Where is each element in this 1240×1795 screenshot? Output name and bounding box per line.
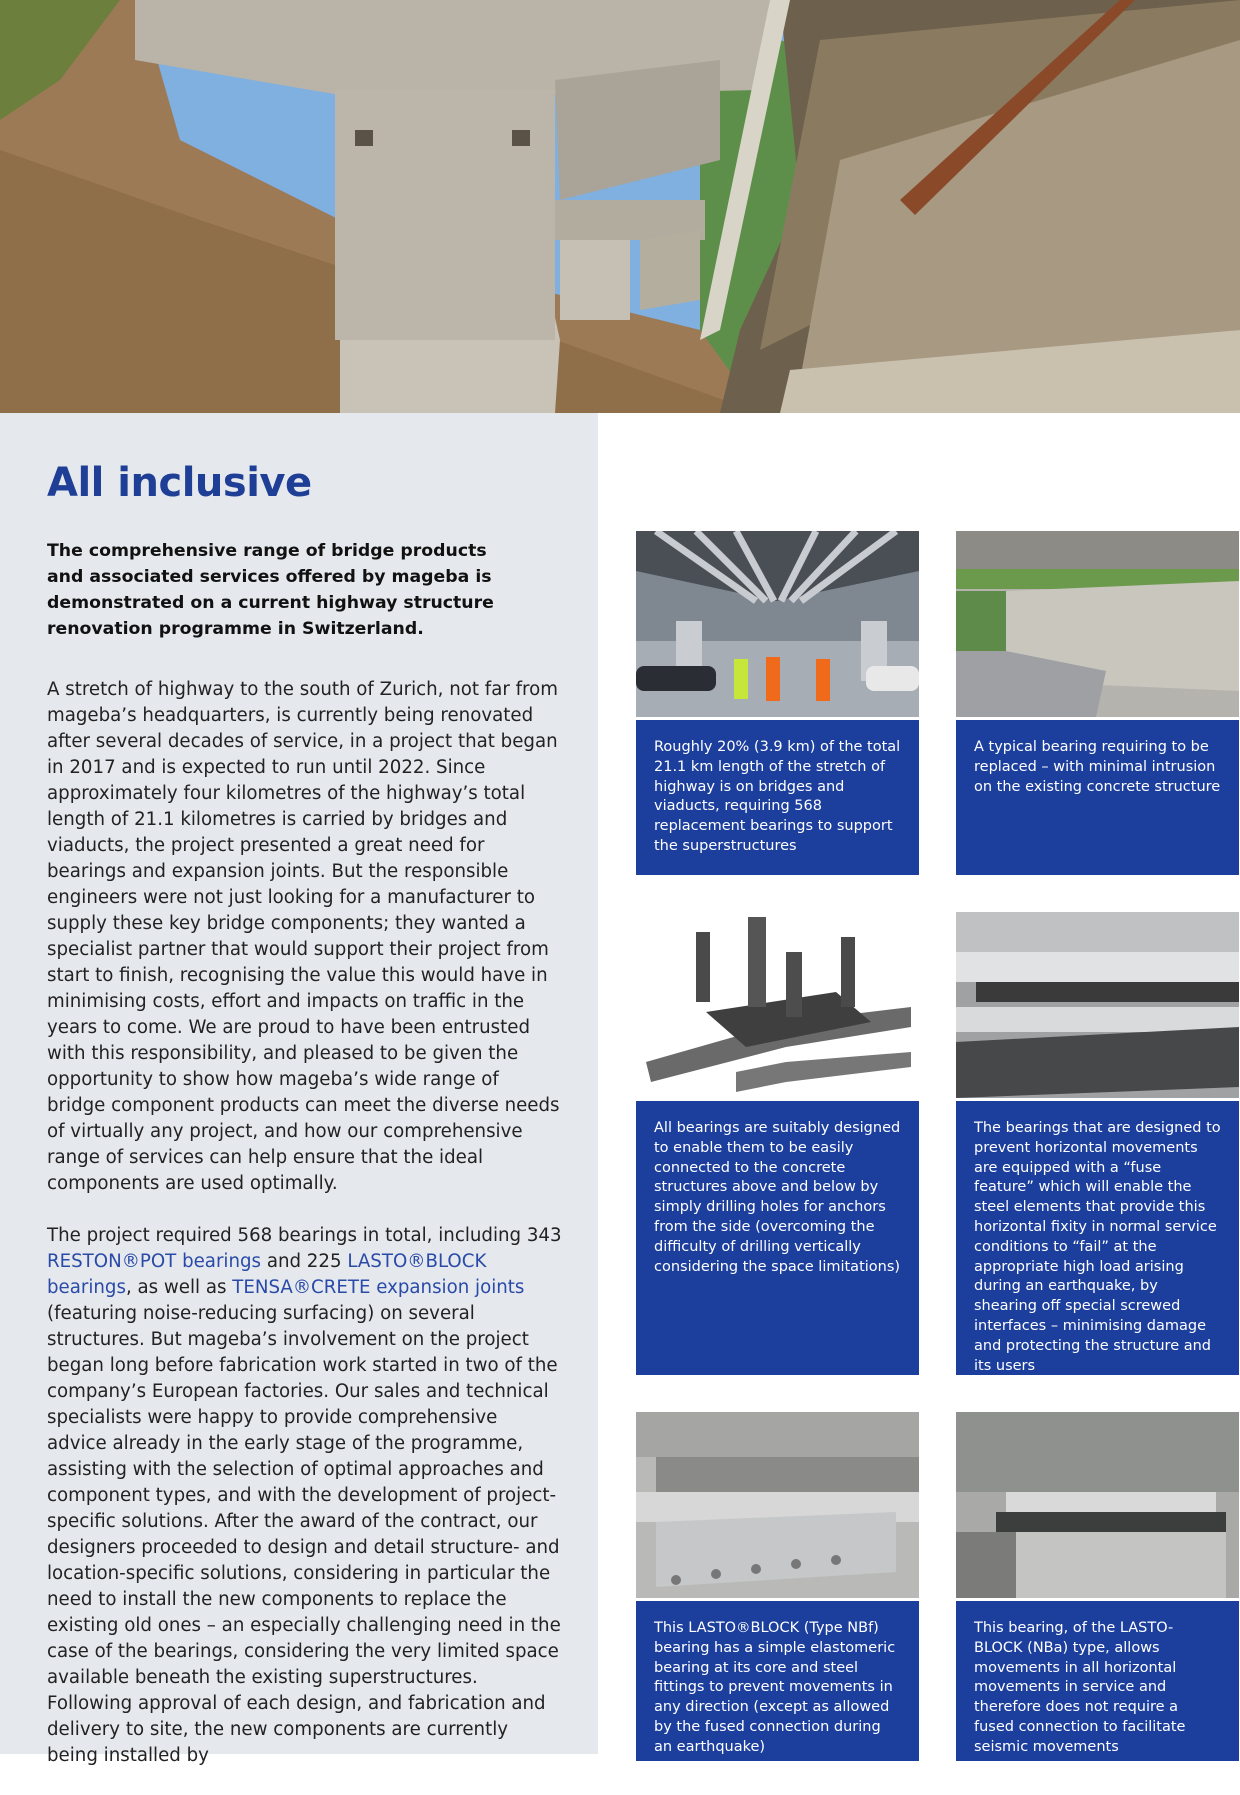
article-title: All inclusive	[47, 460, 312, 506]
photo-caption: A typical bearing requiring to be replaced – with minimal intrusion on the existing concrete structure	[956, 720, 1239, 875]
photo-bearing-existing	[956, 531, 1239, 717]
photo-card	[636, 912, 919, 1375]
photo-lasto-block-nba-bearing	[956, 1412, 1239, 1598]
photo-lasto-block-nbf-bearing	[636, 1412, 919, 1598]
photo-card	[956, 531, 1239, 875]
paragraph-text: The project required 568 bearings in total, including 343	[47, 1225, 562, 1246]
photo-card	[956, 1412, 1239, 1761]
article-paragraph	[47, 1223, 562, 1769]
photo-caption: This bearing, of the LASTO-BLOCK (NBa) type, allows movements in all horizontal movements in service and therefore does not require a fused connection to facilitate seismic movements	[956, 1601, 1239, 1761]
lasto-block-bearings-link[interactable]: LASTO®BLOCK bearings	[47, 1251, 487, 1298]
article-paragraph: A stretch of highway to the south of Zurich, not far from mageba’s headquarters, is currently being renovated after several decades of service, in a project that began in 2017 and is expected to run until 2022. Since approximately four kilometres of the highway’s total length of 21.1 kilometres is carried by bridges and viaducts, the project presented a great need for bearings and expansion joints. But the responsible engineers were not just looking for a manufacturer to supply these key bridge components; they wanted a specialist partner that would support their project from start to finish, recognising the value this would have in minimising costs, effort and impacts on traffic in the years to come. We are proud to have been entrusted with this responsibility, and pleased to be given the opportunity to show how mageba’s wide range of bridge component products can meet the diverse needs of virtually any project, and how our comprehensive range of services can help ensure that the ideal components are used optimally.	[47, 679, 560, 1194]
photo-caption: Roughly 20% (3.9 km) of the total 21.1 km length of the stretch of highway is on bridges and viaducts, requiring 568 replacement bearings to support the superstructures	[636, 720, 919, 875]
photo-card	[956, 912, 1239, 1375]
photo-caption: This LASTO®BLOCK (Type NBf) bearing has a simple elastomeric bearing at its core and steel fittings to prevent movements in any direction (except as allowed by the fused connection during an earthquake)	[636, 1601, 919, 1761]
article-lead: The comprehensive range of bridge products and associated services offered by mageba is demonstrated on a current highway structure renovation programme in Switzerland.	[47, 541, 494, 639]
photo-card	[636, 1412, 919, 1761]
hero-photo-highway-viaduct	[0, 0, 1240, 413]
reston-pot-bearings-link[interactable]: RESTON®POT bearings	[47, 1251, 262, 1272]
photo-workers-under-viaduct	[636, 531, 919, 717]
paragraph-text: (featuring noise-reducing surfacing) on several structures. But mageba’s involvement on the project began long before fabrication work started in two of the company’s European factories. Our sales and technical specialists were happy to provide comprehensive advice already in the early stage of the programme, assisting with the selection of optimal approaches and component types, and with the development of project-specific solutions. After the award of the contract, our designers proceeded to design and detail structure- and location-specific solutions, considering in particular the need to install the new components to replace the existing old ones – an especially challenging need in the case of the bearings, considering the very limited space available beneath the existing superstructures. Following approval of each design, and fabrication and delivery to site, the new components are currently being installed by	[47, 1303, 561, 1766]
paragraph-text: , as well as	[125, 1277, 233, 1298]
photo-card	[636, 531, 919, 875]
photo-steel-bearing-plates	[956, 912, 1239, 1098]
bearing-3d-model-render	[636, 912, 919, 1098]
photo-caption: The bearings that are designed to prevent horizontal movements are equipped with a “fuse feature” which will enable the steel elements that provide this horizontal fixity in normal service conditions to “fail” at the appropriate high load arising during an earthquake, by shearing off special screwed interfaces – minimising damage and protecting the structure and its users	[956, 1101, 1239, 1375]
paragraph-text: and 225	[261, 1251, 348, 1272]
article-body	[47, 677, 562, 1795]
tensa-crete-expansion-joints-link[interactable]: TENSA®CRETE expansion joints	[232, 1277, 525, 1298]
photo-caption: All bearings are suitably designed to enable them to be easily connected to the concrete structures above and below by simply drilling holes for anchors from the side (overcoming the difficulty of drilling vertically considering the space limitations)	[636, 1101, 919, 1375]
